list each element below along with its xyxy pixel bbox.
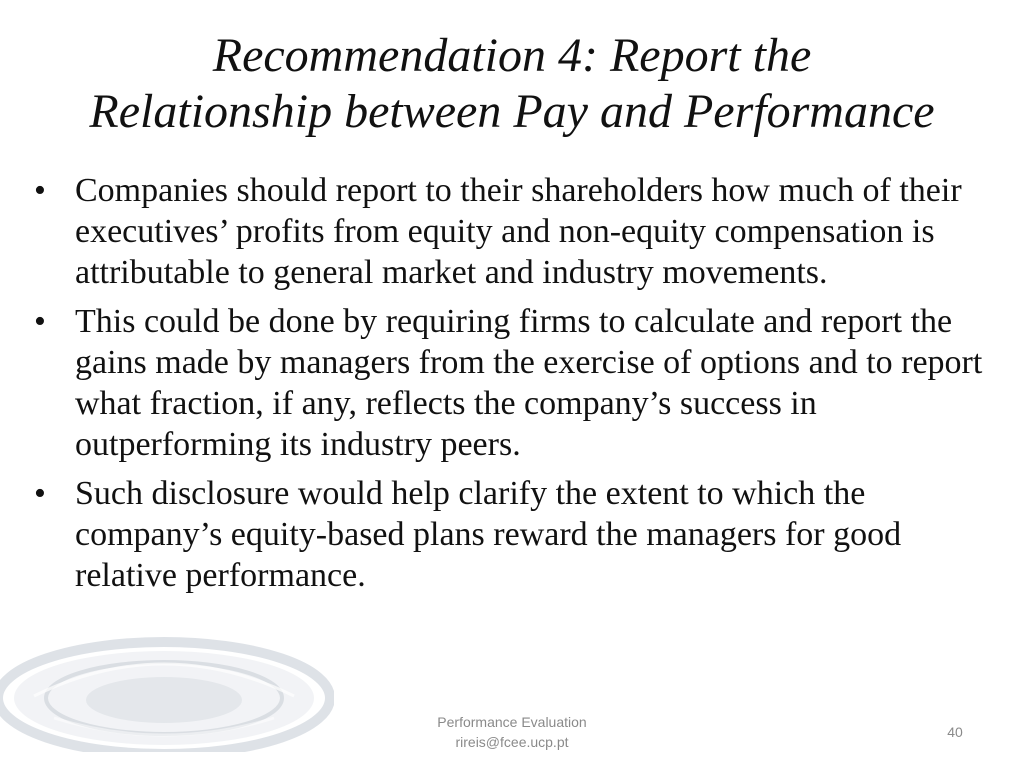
slide-title-line: Recommendation 4: Report the <box>212 29 812 82</box>
university-seal-icon <box>0 632 334 752</box>
footer <box>312 712 712 752</box>
bullet-text: Such disclosure would help clarify the extent to which the company’s equity-based plans reward the managers for good relative performance. <box>75 475 902 594</box>
bullet-text: Companies should report to their shareholders how much of their executives’ profits from equity and non-equity compensation is attributable to general market and industry movements. <box>75 172 962 291</box>
bullet-list <box>32 170 992 604</box>
bullet-icon: • <box>34 172 46 209</box>
slide-title <box>40 28 984 140</box>
bullet-item <box>32 170 992 293</box>
bullet-item <box>32 301 992 465</box>
bullet-text: This could be done by requiring firms to calculate and report the gains made by managers from the exercise of options and to report what fraction, if any, reflects the company’s success in outperforming its industry peers. <box>75 303 983 463</box>
bullet-item <box>32 473 992 596</box>
slide-number: 40 <box>947 724 963 740</box>
bullet-icon: • <box>34 475 46 512</box>
footer-title: Performance Evaluation <box>437 714 587 730</box>
footer-email: rireis@fcee.ucp.pt <box>455 734 569 750</box>
bullet-icon: • <box>34 303 46 340</box>
slide-title-line: Relationship between Pay and Performance <box>89 85 935 138</box>
